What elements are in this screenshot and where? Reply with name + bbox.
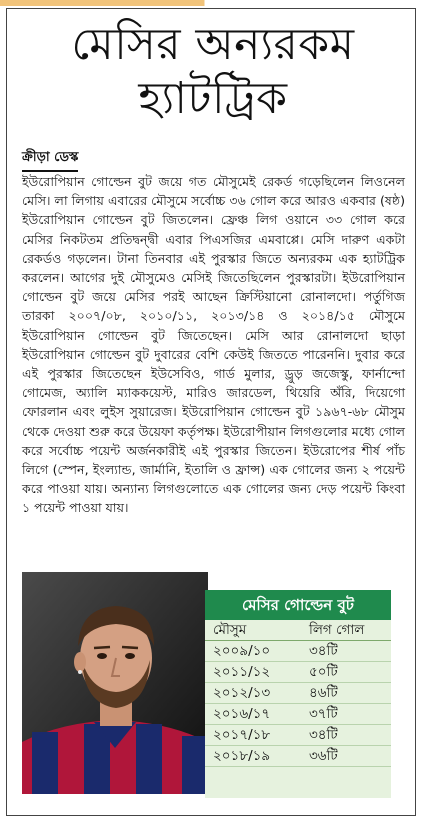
headline-line-2: হ্যাটট্রিক — [138, 73, 288, 124]
table-row — [205, 725, 391, 746]
col-header-goals: লিগ গোল — [309, 622, 365, 638]
table-title: মেসির গোল্ডেন বুট — [205, 590, 391, 620]
desk-byline: ক্রীড়া ডেস্ক — [22, 148, 78, 172]
table-row — [205, 662, 391, 683]
headline — [14, 18, 412, 126]
goals-cell: ৩৬টি — [309, 748, 338, 764]
goals-cell: ৩৪টি — [309, 643, 338, 659]
season-cell: ২০০৯/১০ — [213, 643, 271, 659]
top-color-strip — [0, 0, 426, 6]
season-cell: ২০১৮/১৯ — [213, 748, 271, 764]
table-row — [205, 641, 391, 662]
season-cell: ২০১১/১২ — [213, 664, 271, 680]
season-cell: ২০১৬/১৭ — [213, 706, 271, 722]
table-header-row — [205, 620, 391, 641]
table-row — [205, 704, 391, 725]
table-row — [205, 683, 391, 704]
player-portrait-icon — [22, 572, 208, 794]
article-body: ইউরোপিয়ান গোল্ডেন বুট জয়ে গত মৌসুমেই রেকর্ড গড়েছিলেন লিওনেল মেসি। লা লিগায় এবারের মৌসুমে সর্বোচ্চ ৩৬ গোল করে আরও একবার (ষষ্ঠ) ইউরোপিয়ান গোল্ডেন বুট জিতলেন। ফ্রেঞ্চ লিগ ওয়ানে ৩৩ গোল করে মেসির নিকটতম প্রতিদ্বন্দ্বী এবার পিএসজির এমবাপ্পে। মেসি দারুণ একটা রেকর্ডও গড়লেন। টানা তিনবার এই পুরস্কার জিতে অন্যরকম এক হ্যাটট্রিক করলেন। আগের দুই মৌসুমেও মেসিই জিতেছিলেন পুরস্কারটা। ইউরোপিয়ান গোল্ডেন বুট জয়ে মেসির পরই আছেন ক্রিস্টিয়ানো রোনালদো। পর্তুগিজ তারকা ২০০৭/০৮, ২০১০/১১, ২০১৩/১৪ ও ২০১৪/১৫ মৌসুমে ইউরোপিয়ান গোল্ডেন বুট জিতেছেন। মেসি আর রোনালদো ছাড়া ইউরোপিয়ান গোল্ডেন বুট দুবারের বেশি কেউই জিততে পারেননি। দুবার করে এই পুরস্কার জিতেছেন ইউসেবিও, গার্ড মুলার, ড্রুড় জজেস্কু, ফার্নান্দো গোমেজ, অ্যালি ম্যাককয়েস্ট, মারিও জারডেল, থিয়েরি অঁরি, দিয়েগো ফোরলান এবং লুইস সুয়ারেজ। ইউরোপিয়ান গোল্ডেন বুট ১৯৬৭-৬৮ মৌসুম থেকে দেওয়া শুরু করে উয়েফা কর্তৃপক্ষ। ইউরোপীয়ান লিগগুলোর মধ্যে গোল করে সর্বোচ্চ পয়েন্ট অর্জনকারীই এই পুরস্কার জিতেন। ইউরোপের শীর্ষ পাঁচ লিগে (স্পেন, ইংল্যান্ড, জার্মানি, ইতালি ও ফ্রান্স) এক গোলের জন্য ২ পয়েন্ট করে পাওয়া যায়। অন্যান্য লিগগুলোতে এক গোলের জন্য দেড় পয়েন্ট কিংবা ১ পয়েন্ট পাওয়া যায়। — [22, 174, 405, 516]
season-cell: ২০১২/১৩ — [213, 685, 271, 701]
headline-line-1: মেসির অন্যরকম — [71, 19, 355, 70]
goals-cell: ৩৭টি — [309, 706, 338, 722]
col-header-season: মৌসুম — [213, 622, 247, 638]
golden-boot-table — [205, 590, 391, 798]
table-row — [205, 746, 391, 767]
goals-cell: ৩৪টি — [309, 727, 338, 743]
season-cell: ২০১৭/১৮ — [213, 727, 271, 743]
goals-cell: ৫০টি — [309, 664, 338, 680]
goals-cell: ৪৬টি — [309, 685, 338, 701]
player-photo — [22, 572, 208, 794]
